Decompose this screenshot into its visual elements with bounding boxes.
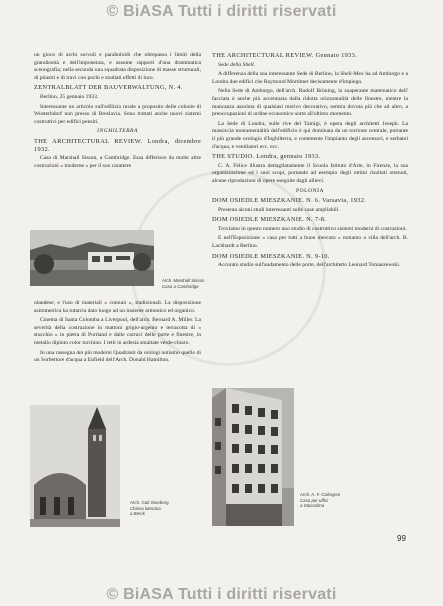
left-paragraph: Berlino, 25 gennaio 1933.: [40, 93, 99, 100]
left-paragraph: un gioco di archi sorvoli e paraboloidi che oltrepassa i limiti della grandiosità e dell'imponenza, e assume rapporti d'una drammatica scenografia; nella seconda una squadrata disposizione di masse strutturali, di pilastri e di travi con pochi e studiati effetti di luce.: [34, 52, 201, 81]
right-paragraph: A differenza della sua interessante Sede di Berlino, la Shell-Mex ha ad Amburgo e a Londra due edifici che Raymond Mortimer decisamente d'impiego.: [212, 71, 408, 85]
right-paragraph: Sede della Shell.: [218, 61, 256, 68]
periodical-heading: THE STUDIO. Londra, gennaio 1933.: [212, 153, 321, 161]
periodical-heading: DOM OSIEDLE MIESZKANIE. N. 7-8.: [212, 216, 327, 224]
left-paragraph: Cinema di Santa Colomba a Liverpool, dell'arch. Bernard A. Miller. La severità della costruzione in mattoni grigio-argento e terracotta di « stucchio » in pietra di Portland e dalle cornici delle porte e finestre, in metallo dipinto color turchino. I tetti in ardesia smaltate verde-chiaro.: [34, 317, 201, 346]
right-paragraph: Troviamo in questo numero uno studio di costruttivo sistemi moderni di costruzioni.: [218, 225, 407, 232]
periodical-heading: THE ARCHITECTURAL REVIEW. Gennaio 1933.: [212, 52, 358, 59]
house-photo: [30, 230, 154, 286]
church-caption: [130, 500, 190, 517]
caption-place: a Stoccolma: [300, 503, 325, 509]
periodical-heading: DOM OSIEDLE MIESZKANIE. N. 6. Varsavia, 1932.: [212, 197, 367, 205]
church-photo: [30, 405, 120, 527]
section-heading-country: POLONIA: [295, 187, 325, 194]
house-caption: [162, 278, 222, 289]
page-number: 99: [397, 534, 406, 543]
right-paragraph: E nell'Esposizione « casa per tutti a buon mercato » notiamo a villa dell'arch. B. Lachhardt a Berlino.: [212, 235, 408, 250]
right-paragraph: Presenta alcuni studi interessanti sulle case ampliabili.: [218, 206, 340, 213]
left-paragraph: olandese, e l'uso di materiali « comuni », tradizionali. La disposizione asimmetrica ha tuttavia dato luogo ad un insieme armonico ed organico.: [34, 300, 201, 314]
left-column-bottom: [34, 300, 201, 367]
right-paragraph: Nella Sede di Amburgo, dell'arch. Rudolf Brüning, la suaperante matematico dell' facciata è anche più accentuata dalla ridotta orizzontalità delle finestre, mentre la mancanza assoluta di qualsiasi motivo decorativo, semtra dovuta più che ad altro, a preoccupazioni di ordine economico sorte all'ultimo momento.: [212, 88, 408, 118]
right-paragraph: La Sede di Londra, sulle rive del Tamigi, è opera degli architetti Joseph. La massiccia monumentalità dell'edificio è qui dominata da un torrione centrale, portante il più grande orologio d'Inghilterra, e contenente l'impianto degli ascensori, e serbatoi d'acqua, e ventilatori ecc. ecc.: [212, 120, 408, 150]
caption-architect: Arch. A. F. Carlsgren: [300, 492, 341, 497]
periodical-heading: DOM OSIEDLE MIESZKANIE. N. 9-10.: [212, 252, 330, 260]
left-column-top: [34, 52, 201, 172]
right-column: [212, 52, 408, 272]
section-heading-country: INGHILTERRA: [97, 128, 138, 135]
caption-architect: Arch. Marshall Sisson: [162, 278, 205, 283]
watermark-bottom: © BiASA Tutti i diritti riservati: [106, 586, 337, 603]
left-paragraph: Casa di Marshall Sisson, a Cambridge. Essa differisce da molte altre costruzioni « moderne » per il suo carattere: [34, 155, 201, 169]
right-paragraph: Accurato studio sull'andamento delle porte, dell'architetto Leonard Tomaszewski.: [218, 262, 401, 269]
right-paragraph: C. A. Felice illustra dettagliatamente il Scuola Istituto d'Arte, in Firenze, la sua organizzazione ed i suoi scopi, portando ad esempio degli ottimi risultati ottenuti, alcune riproduzioni di opere eseguite dagli allievi.: [212, 162, 408, 184]
office-building-caption: [300, 492, 358, 509]
office-building-photo: [212, 388, 294, 526]
left-paragraph: Interessante un articolo sull'edilizia rurale a proposito delle colonie di Wusterhdorf non presso di Breslavia. Sono trattati anche nuovi sistemi costruttivi per edifici pensiti.: [34, 103, 201, 125]
caption-title: Casa a Cambridge: [162, 283, 199, 289]
caption-title: Chiesa luterana: [130, 505, 161, 511]
watermark-top: © BiASA Tutti i diritti riservati: [106, 3, 337, 20]
left-paragraph: In una rassegna dei più moderni Quadranti da orologi notiamo quello di un Sorbettore d'acqua a Enfield dell'Arch. Donald Hamilton.: [34, 349, 201, 364]
periodical-heading: ZENTRALBLATT DER BAUVERWALTUNG, N. 4.: [34, 84, 183, 92]
caption-place: a Berck: [130, 511, 145, 517]
periodical-heading: THE ARCHITECTURAL REVIEW. Londra, dicembre 1932.: [34, 137, 201, 153]
caption-architect: Arch. Carl Stoeberg: [130, 500, 169, 505]
caption-title: Casa per uffici: [300, 497, 329, 503]
